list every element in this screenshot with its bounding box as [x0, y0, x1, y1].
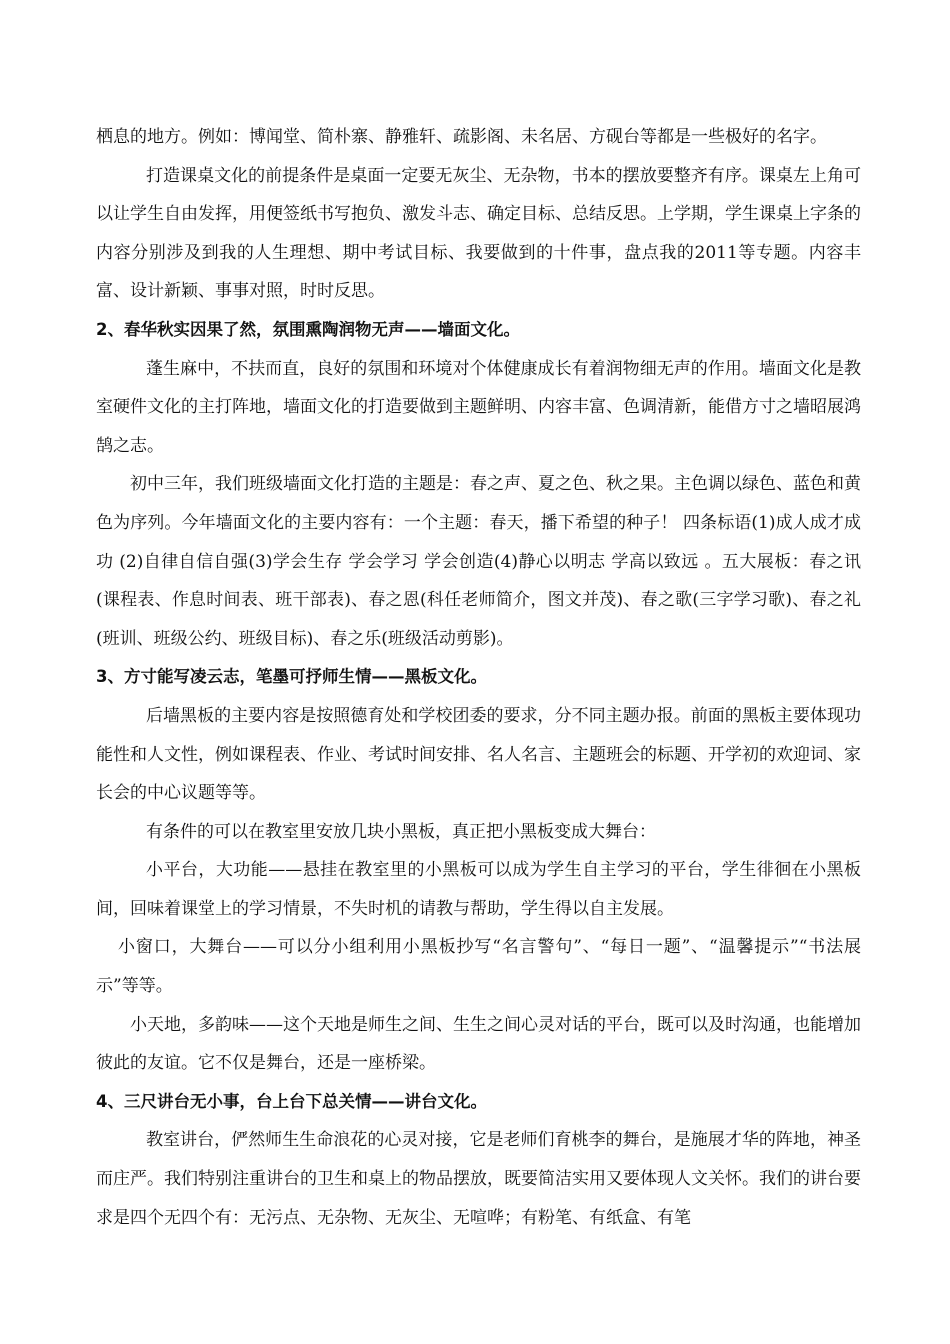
paragraph-wall-theme: 初中三年，我们班级墙面文化打造的主题是：春之声、夏之色、秋之果。主色调以绿色、蓝色和黄色为序列。今年墙面文化的主要内容有：一个主题：春天，播下希望的种子！ 四条标语(1)成人成才成功 (2)自律自信自强(3)学会生存 学会学习 学会创造(4)静心以明志 学高以致远 。五大展板：春之讯(课程表、作息时间表、班干部表)、春之恩(科任老师简介，图文并茂)、春之歌(三字学习歌)、春之礼(班训、班级公约、班级目标)、春之乐(班级活动剪影)。	[96, 474, 861, 649]
paragraph-continuation: 栖息的地方。例如：博闻堂、简朴寨、静雅轩、疏影阁、未名居、方砚台等都是一些极好的名字。	[96, 127, 827, 147]
paragraph-blackboard-intro: 后墙黑板的主要内容是按照德育处和学校团委的要求，分不同主题办报。前面的黑板主要体现功能性和人文性，例如课程表、作业、考试时间安排、名人名言、主题班会的标题、开学初的欢迎词、家长会的中心议题等等。	[96, 705, 861, 804]
section-heading-podium-culture: 4、三尺讲台无小事，台上台下总关情——讲台文化。	[96, 1091, 487, 1111]
paragraph-small-window: 小窗口，大舞台——可以分小组利用小黑板抄写“名言警句”、“每日一题”、“温馨提示”“书法展示”等等。	[96, 937, 861, 997]
paragraph-small-world: 小天地，多韵味——这个天地是师生之间、生生之间心灵对话的平台，既可以及时沟通，也能增加彼此的友谊。它不仅是舞台，还是一座桥梁。	[96, 1014, 861, 1074]
paragraph-desk-culture: 打造课桌文化的前提条件是桌面一定要无灰尘、无杂物，书本的摆放要整齐有序。课桌左上角可以让学生自由发挥，用便签纸书写抱负、激发斗志、确定目标、总结反思。上学期，学生课桌上字条的内容分别涉及到我的人生理想、期中考试目标、我要做到的十件事，盘点我的2011等专题。内容丰富、设计新颖、事事对照，时时反思。	[96, 165, 861, 302]
paragraph-podium: 教室讲台，俨然师生生命浪花的心灵对接，它是老师们育桃李的舞台，是施展才华的阵地，神圣而庄严。我们特别注重讲台的卫生和桌上的物品摆放，既要简洁实用又要体现人文关怀。我们的讲台要求是四个无四个有：无污点、无杂物、无灰尘、无喧哗；有粉笔、有纸盒、有笔	[96, 1130, 861, 1228]
document-page	[96, 118, 861, 1237]
section-heading-blackboard-culture: 3、方寸能写凌云志，笔墨可抒师生情——黑板文化。	[96, 667, 487, 687]
paragraph-small-platform: 小平台，大功能——悬挂在教室里的小黑板可以成为学生自主学习的平台，学生徘徊在小黑板间，回味着课堂上的学习情景，不失时机的请教与帮助，学生得以自主发展。	[96, 860, 861, 919]
paragraph-wall-intro: 蓬生麻中，不扶而直，良好的氛围和环境对个体健康成长有着润物细无声的作用。墙面文化是教室硬件文化的主打阵地，墙面文化的打造要做到主题鲜明、内容丰富、色调清新，能借方寸之墙昭展鸿鹄之志。	[96, 358, 861, 456]
paragraph-small-blackboards: 有条件的可以在教室里安放几块小黑板，真正把小黑板变成大舞台：	[146, 821, 656, 842]
section-heading-wall-culture: 2、春华秋实因果了然，氛围熏陶润物无声——墙面文化。	[96, 319, 520, 339]
